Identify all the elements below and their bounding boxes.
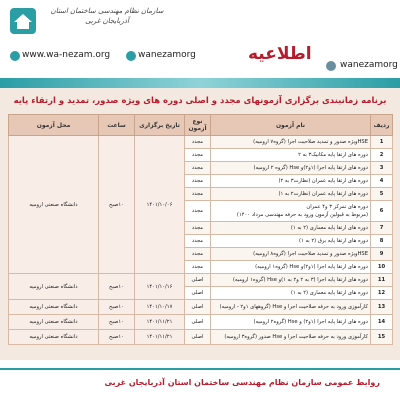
row-index: 13 — [371, 300, 393, 315]
exam-name: دوره های ارتقا پایه معماری (۲ به ۱) — [211, 287, 371, 300]
col-header-time: ساعت — [99, 115, 135, 136]
row-index: 2 — [371, 149, 393, 162]
exam-time: ۱۰صبح — [99, 300, 135, 315]
exam-name: HSEویژه صدور و تمدید صلاحیت اجرا (گروه۸ ارومیه) — [211, 248, 371, 261]
instagram-icon — [126, 51, 136, 61]
exam-type: مجدد — [185, 136, 211, 149]
table-row — [9, 274, 393, 287]
col-header-date: تاریخ برگزاری — [135, 115, 185, 136]
exam-type: مجدد — [185, 162, 211, 175]
table-row — [9, 300, 393, 315]
exam-name: دوره های ارتقا پایه عمران (نظارت۳ به ۲) — [211, 175, 371, 188]
row-index: 4 — [371, 175, 393, 188]
row-index: 6 — [371, 201, 393, 222]
row-index: 5 — [371, 188, 393, 201]
table-row — [9, 315, 393, 330]
col-header-name: نام آزمون — [211, 115, 371, 136]
exam-name: دوره های ارتقا پایه اجرا (۱و۲) و Hse (گروه۲ ارومیه) — [211, 315, 371, 330]
exam-place: دانشگاه صنعتی ارومیه — [9, 136, 99, 274]
globe-icon — [10, 51, 20, 61]
table-row — [9, 330, 393, 345]
row-index: 12 — [371, 287, 393, 300]
exam-name-line-1: دوره های تمرکز ۳ و۴ عمران — [306, 204, 368, 210]
exam-type: اصلی — [185, 287, 211, 300]
exam-name: دوره های ارتقا پایه اجرا (۱و۲)و Hse (گروه۱ ارومیه) — [211, 261, 371, 274]
exam-time: ۱۰صبح — [99, 330, 135, 345]
exam-type: مجدد — [185, 235, 211, 248]
footer — [0, 360, 400, 400]
exam-name: دوره های ارتقا پایه مکانیک۳ به ۲ — [211, 149, 371, 162]
col-header-type: نوع آزمون — [185, 115, 211, 136]
row-index: 3 — [371, 162, 393, 175]
exam-type: مجدد — [185, 175, 211, 188]
instagram-handle[interactable]: wanezamorg — [138, 50, 196, 60]
exam-place: دانشگاه صنعتی ارومیه — [9, 300, 99, 315]
row-index: 9 — [371, 248, 393, 261]
exam-place: دانشگاه صنعتی ارومیه — [9, 274, 99, 300]
exam-time: ۱۰صبح — [99, 136, 135, 274]
org-title: سازمان نظام مهندسی ساختمان استان آذربایجان غربی — [50, 7, 164, 25]
exam-type: مجدد — [185, 149, 211, 162]
exam-type: اصلی — [185, 330, 211, 345]
footer-text: روابط عمومی سازمان نظام مهندسی ساختمان استان آذربایجان غربی — [104, 378, 380, 387]
exam-type: مجدد — [185, 261, 211, 274]
page-heading: برنامه زمانبندی برگزاری آزمونهای مجدد و اصلی دوره های ویژه صدور، تمدید و ارتقاء پایه — [13, 96, 387, 106]
row-index: 11 — [371, 274, 393, 287]
exam-type: اصلی — [185, 315, 211, 330]
exam-date: ۱۴۰۱/۱۱/۲۱ — [135, 315, 185, 330]
exam-type: مجدد — [185, 248, 211, 261]
exam-name: دوره های ارتقا پایه اجرا (۳ به ۲ و۲ به ۱)و Hse (گروه۱ ارومیه) — [211, 274, 371, 287]
exam-type: مجدد — [185, 188, 211, 201]
row-index: 10 — [371, 261, 393, 274]
decorative-wave — [0, 78, 400, 88]
exam-name: دوره های ارتقا پایه برق (۲ به ۱) — [211, 235, 371, 248]
exam-date: ۱۴۰۱/۱۰/۱۶ — [135, 274, 185, 300]
exam-time: ۱۰صبح — [99, 274, 135, 300]
exam-time: ۱۰صبح — [99, 315, 135, 330]
exam-type: مجدد — [185, 222, 211, 235]
exam-name: دوره های ارتقا پایه معماری (۲ به ۱) — [211, 222, 371, 235]
exam-place: دانشگاه صنعتی ارومیه — [9, 315, 99, 330]
row-index: 7 — [371, 222, 393, 235]
telegram-handle[interactable]: wanezamorg — [340, 60, 398, 70]
row-index: 8 — [371, 235, 393, 248]
header — [0, 0, 400, 88]
exam-name: کارآموزی ورود به حرفه صلاحیت اجرا و Hse (گروههای ۱و۲ - ارومیه) — [211, 300, 371, 315]
exam-date: ۱۴۰۱/۱۱/۲۱ — [135, 330, 185, 345]
row-index: 1 — [371, 136, 393, 149]
exam-name: کارآموزی ورود به حرفه صلاحیت اجرا و Hse صدور (گروه۳ ارومیه) — [211, 330, 371, 345]
row-index: 15 — [371, 330, 393, 345]
exam-name: دوره های ارتقا پایه اجرا (۱و۲)و Hse (گروه ۲ ارومیه) — [211, 162, 371, 175]
exam-type: اصلی — [185, 300, 211, 315]
table-row — [9, 136, 393, 149]
website-link[interactable]: www.wa-nezam.org — [22, 50, 111, 60]
exam-date: ۱۴۰۱/۱۰/۰۶ — [135, 136, 185, 274]
exam-place: دانشگاه صنعتی ارومیه — [9, 330, 99, 345]
main-content — [0, 88, 400, 360]
notice-title: اطلاعیه — [248, 44, 312, 64]
exam-name: HSEویژه صدور و تمدید صلاحیت اجرا (گروه۷ ارومیه) — [211, 136, 371, 149]
col-header-place: محل آزمون — [9, 115, 99, 136]
exam-schedule-table — [8, 114, 393, 345]
row-index: 14 — [371, 315, 393, 330]
exam-type: مجدد — [185, 201, 211, 222]
footer-divider — [0, 368, 400, 370]
exam-name-line-2: (مربوط به قبولین آزمون ورود به حرفه مهندسی مرداد ۱۴۰۰) — [236, 212, 368, 218]
table-header-row — [9, 115, 393, 136]
exam-name: دوره های ارتقا پایه عمران (نظارت۲ به ۱) — [211, 188, 371, 201]
exam-date: ۱۴۰۱/۱۰/۱۷ — [135, 300, 185, 315]
telegram-icon — [326, 61, 336, 71]
exam-name — [211, 201, 371, 222]
exam-type: اصلی — [185, 274, 211, 287]
organization-logo — [10, 8, 36, 34]
col-header-index: ردیف — [371, 115, 393, 136]
